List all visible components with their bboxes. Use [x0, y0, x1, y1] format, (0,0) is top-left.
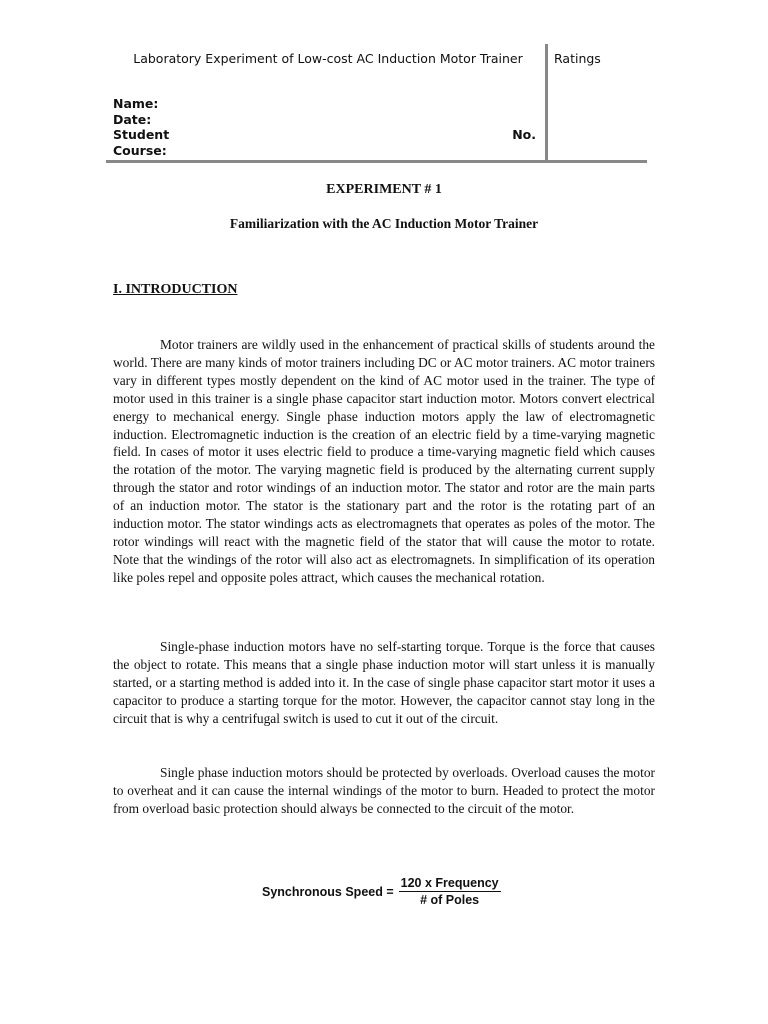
student-no-label: No.: [512, 127, 536, 142]
header-left-cell: [106, 44, 546, 162]
intro-paragraph-2: Single-phase induction motors have no self-starting torque. Torque is the force that causes the object to rotate. This means that a single phase induction motor will start unless it is manually started, or a starting method is added into it. In the case of single phase capacitor start motor it uses a capacitor to produce a starting torque for the motor. However, the capacitor cannot stay long in the circuit that is why a centrifugal switch is used to cut it out of the circuit.: [113, 639, 655, 726]
experiment-title: Familiarization with the AC Induction Motor Trainer: [229, 216, 539, 231]
experiment-number: EXPERIMENT # 1: [326, 182, 442, 197]
formula-denominator: # of Poles: [420, 893, 480, 907]
section-heading: I. INTRODUCTION: [113, 282, 238, 297]
student-label: Student: [113, 127, 170, 142]
intro-paragraph-3: Single phase induction motors should be protected by overloads. Overload causes the motor to overheat and it can cause the internal windings of the motor to burn. Headed to protect the motor from overload basic protection should always be connected to the circuit of the motor.: [113, 765, 655, 816]
formula-lhs: Synchronous Speed =: [262, 884, 394, 899]
synchronous-speed-formula: [262, 876, 501, 907]
formula-fraction: [399, 876, 501, 907]
header-bottom-rule: [106, 160, 647, 163]
intro-paragraph-1: Motor trainers are wildly used in the enhancement of practical skills of students around the world. There are many kinds of motor trainers including DC or AC motor trainers. AC motor trainers vary in different types mostly dependent on the kind of AC motor used in the trainer. The type of motor used in this trainer is a single phase capacitor start induction motor. Motors convert electrical energy to mechanical energy. Single phase induction motors apply the law of electromagnetic induction. Electromagnetic induction is the creation of an electric field by a time-varying magnetic field. In cases of motor it uses electric field to produce a time-varying magnetic field which causes the rotation of the motor. The varying magnetic field is produced by the alternating current supply through the stator and rotor windings of an induction motor. The stator and rotor are the main parts of an induction motor. The stator is the stationary part and the rotor is the rotating part of an induction motor. The stator windings acts as electromagnets that operates as poles of the motor. The rotor windings will react with the magnetic field of the stator that will cause the motor to rotate. Note that the windings of the rotor will also act as electromagnets. In simplification of its operation like poles repel and opposite poles attract, which causes the mechanical rotation.: [113, 337, 655, 585]
formula-numerator: 120 x Frequency: [400, 876, 499, 890]
date-label: Date:: [113, 111, 152, 127]
ratings-label: Ratings: [554, 51, 601, 66]
name-label: Name:: [113, 96, 159, 111]
document-title: Laboratory Experiment of Low-cost AC Induction Motor Trainer: [133, 51, 523, 66]
header-table: [106, 44, 647, 162]
header-divider: [545, 44, 548, 162]
student-fields: [113, 96, 541, 158]
course-label: Course:: [113, 142, 167, 158]
